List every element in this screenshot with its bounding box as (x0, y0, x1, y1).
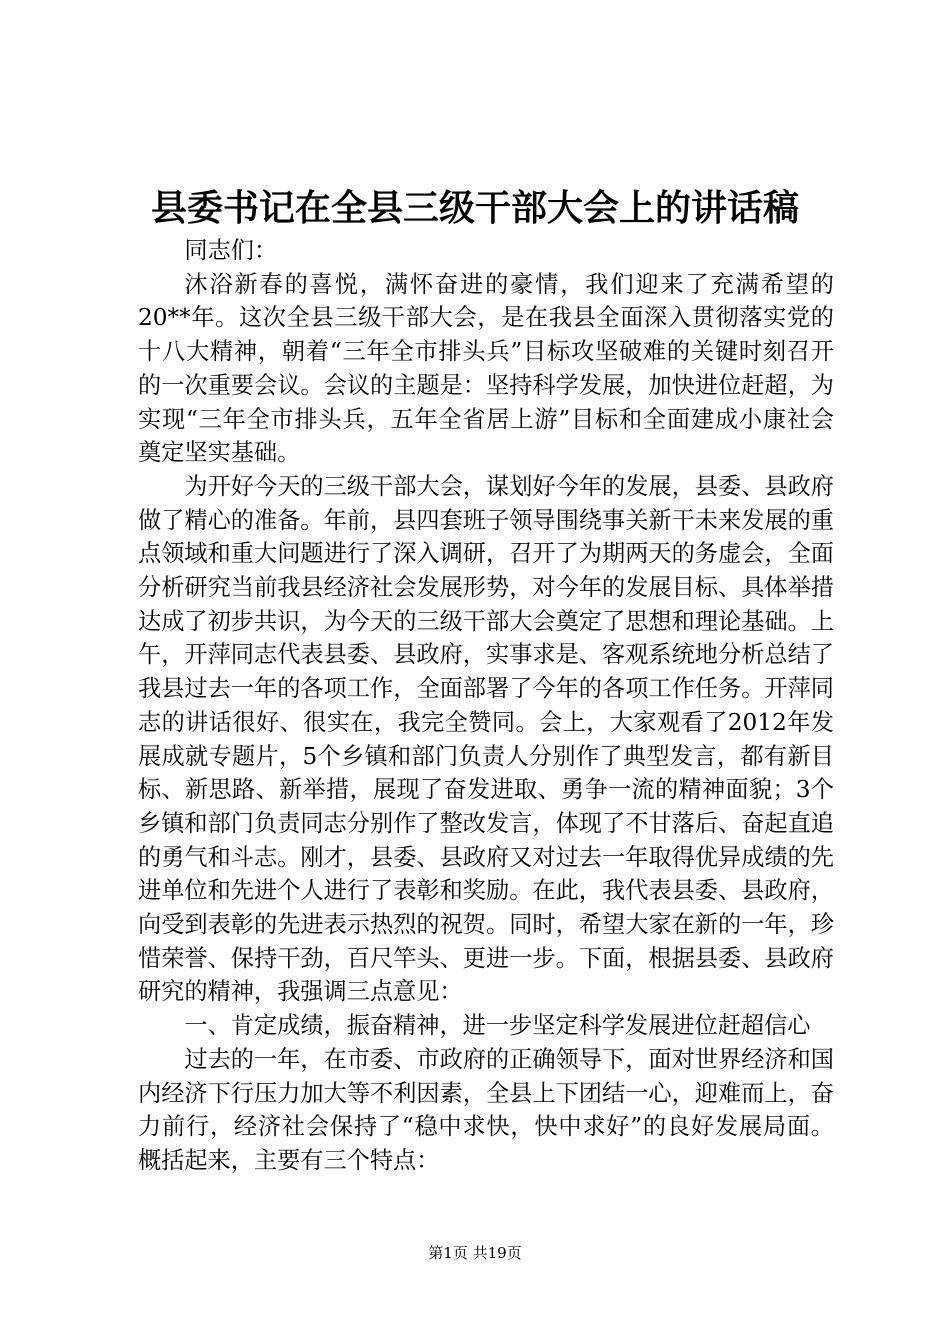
body-paragraph-opening: 沐浴新春的喜悦，满怀奋进的豪情，我们迎来了充满希望的20**年。这次全县三级干部大会，是在我县全面深入贯彻落实党的十八大精神，朝着“三年全市排头兵”目标攻坚破难的关键时刻召开的一次重要会议。会议的主题是：坚持科学发展，加快进位赶超，为实现“三年全市排头兵，五年全省居上游”目标和全面建成小康社会奠定坚实基础。 (138, 270, 834, 467)
document-title: 县委书记在全县三级干部大会上的讲话稿 (150, 187, 799, 229)
salutation-paragraph: 同志们： (184, 237, 278, 264)
document-body (138, 234, 834, 1178)
page-footer: 第1页 共19页 (428, 1244, 522, 1262)
body-paragraph-preparation: 为开好今天的三级干部大会，谋划好今年的发展，县委、县政府做了精心的准备。年前，县四套班子领导围绕事关新干未来发展的重点领域和重大问题进行了深入调研，召开了为期两天的务虚会，全面分析研究当前我县经济社会发展形势，对今年的发展目标、具体举措达成了初步共识，为今天的三级干部大会奠定了思想和理论基础。上午，开萍同志代表县委、县政府，实事求是、客观系统地分析总结了我县过去一年的各项工作，全面部署了今年的各项工作任务。开萍同志的讲话很好、很实在，我完全赞同。会上，大家观看了2012年发展成就专题片，5个乡镇和部门负责人分别作了典型发言，都有新目标、新思路、新举措，展现了奋发进取、勇争一流的精神面貌；3个乡镇和部门负责同志分别作了整改发言，体现了不甘落后、奋起直追的勇气和斗志。刚才，县委、县政府又对过去一年取得优异成绩的先进单位和先进个人进行了表彰和奖励。在此，我代表县委、县政府，向受到表彰的先进表示热烈的祝贺。同时，希望大家在新的一年，珍惜荣誉、保持干劲，百尺竿头、更进一步。下面，根据县委、县政府研究的精神，我强调三点意见： (138, 472, 834, 1006)
section-heading-one: 一、肯定成绩，振奋精神，进一步坚定科学发展进位赶超信心 (184, 1012, 811, 1040)
body-paragraph-review: 过去的一年，在市委、市政府的正确领导下，面对世界经济和国内经济下行压力加大等不利因素，全县上下团结一心，迎难而上，奋力前行，经济社会保持了“稳中求快，快中求好”的良好发展局面。概括起来，主要有三个特点： (138, 1045, 834, 1174)
